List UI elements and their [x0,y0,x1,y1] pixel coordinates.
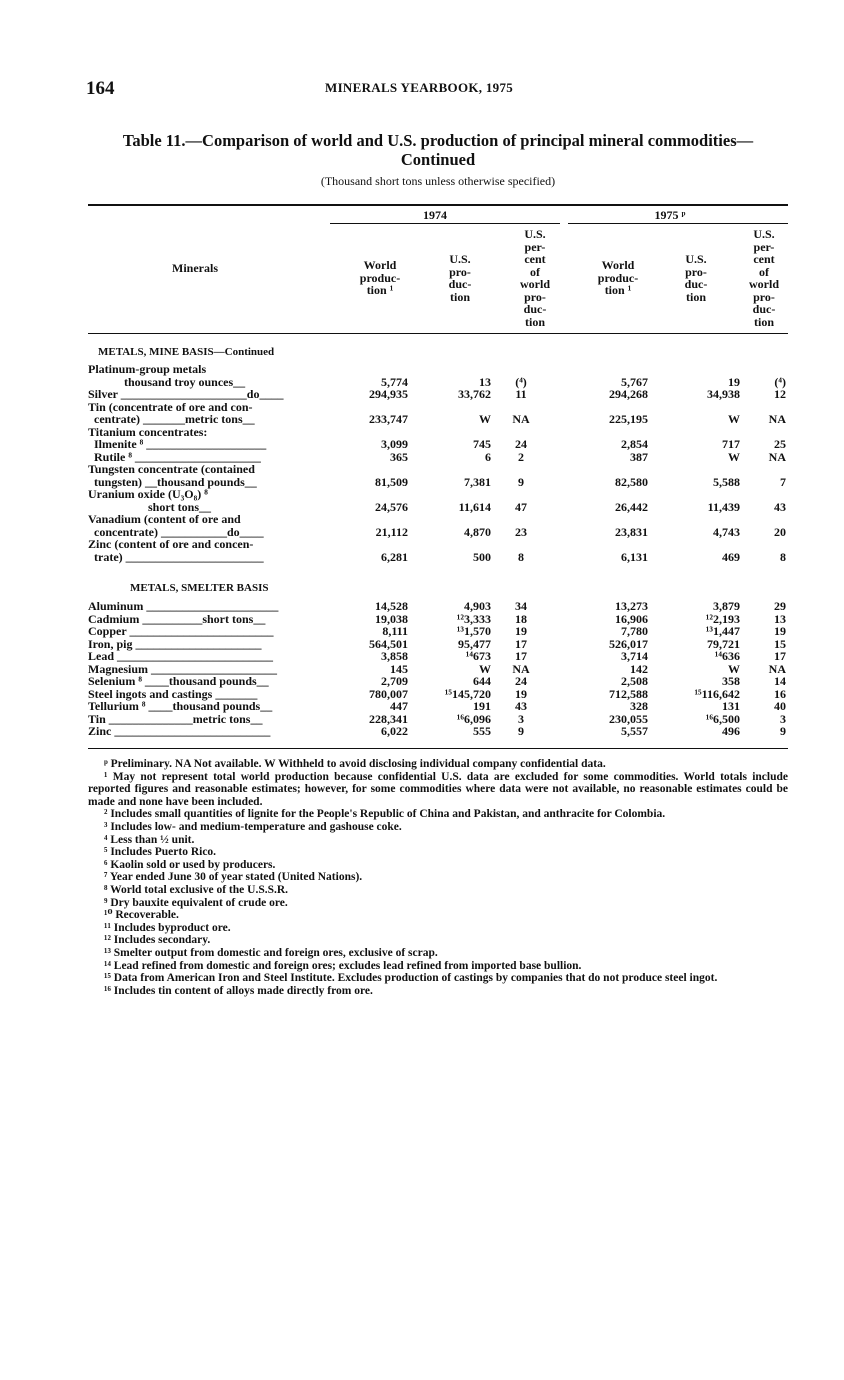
cell-value: 496 [722,724,740,738]
footnote: ⁴ Less than ½ unit. [104,833,195,846]
cell-value: W [728,412,740,426]
cell-value: 564,501 [369,636,408,651]
cell-value: 3,858 [381,649,408,663]
cell-value: 6,281 [381,549,408,564]
cell-value: 13 [774,611,786,626]
cell-value: 2,709 [381,674,408,688]
cell-value: 14 [774,674,786,688]
cell-value: 3,714 [621,649,648,663]
year1-rule [330,223,560,224]
cell-value: 2,854 [621,437,648,451]
cell-value: 40 [774,699,786,713]
cell-value: 19,038 [375,611,408,626]
cell-value: 9 [518,724,524,738]
cell-value: 5,588 [713,474,740,489]
cell-value: 82,580 [615,474,648,489]
row-label: Platinum-group metals thousand troy ounces__ [88,362,246,389]
row-label: Uranium oxide (U₃O₈) ⁸ short tons__ [88,487,212,514]
row-label: Iron, pig _____________________ [88,636,262,651]
footnote: ¹⁶ Includes tin content of alloys made directly from ore. [104,984,373,997]
running-head: MINERALS YEARBOOK, 1975 [325,80,514,95]
header-us-1974: U.S. pro- duc- tion [448,252,472,304]
cell-value: 34 [515,599,527,613]
cell-value: 3 [518,711,524,726]
cell-value: 8 [518,549,524,564]
cell-value: W [728,661,740,676]
cell-value: NA [768,661,786,676]
cell-value: 447 [390,699,408,713]
header-pct-1975: U.S. per- cent of world pro- duc- tion [749,227,779,329]
cell-value: 19 [515,624,527,638]
cell-value: ¹³1,447 [705,624,740,638]
footnote: ¹¹ Includes byproduct ore. [104,921,231,934]
cell-value: 294,268 [609,387,648,401]
row-label: Silver _____________________do____ [88,387,284,401]
row-label: Selenium ⁸ ____thousand pounds__ [88,674,269,688]
cell-value: 500 [473,549,491,564]
cell-value: 8 [780,549,786,564]
cell-value: 79,721 [707,636,740,651]
footnote: ³ Includes low- and medium-temperature and gashouse coke. [104,820,402,833]
cell-value: 2 [518,449,524,464]
cell-value: 5,774 [381,374,408,389]
cell-value: 3 [780,711,786,726]
cell-value: 24,576 [375,499,408,514]
footnote: ⁵ Includes Puerto Rico. [104,846,217,859]
cell-value: ¹³1,570 [456,624,491,638]
cell-value: NA [512,661,530,676]
cell-value: 7,780 [621,624,648,638]
cell-value: 358 [722,674,740,688]
cell-value: 20 [774,524,786,539]
cell-value: 11,614 [458,499,491,514]
cell-value: 12 [774,387,786,401]
cell-value: 33,762 [458,387,491,401]
footnote: ¹⁰ Recoverable. [104,909,179,922]
table-title [88,131,788,169]
cell-value: 11,439 [707,499,740,514]
table-top-rule [88,204,788,206]
cell-value: 21,112 [375,524,408,539]
cell-value: 3,879 [713,599,740,613]
row-label: Titanium concentrates: [88,424,208,439]
cell-value: 81,509 [375,474,408,489]
cell-value: 23,831 [615,524,648,539]
cell-value: 8,111 [382,624,408,638]
cell-value: 233,747 [369,412,408,426]
cell-value: 717 [722,437,740,451]
row-label: Steel ingots and castings _______ [88,686,258,701]
row-label: Lead __________________________ [88,649,274,663]
row-label: Aluminum ______________________ [88,599,279,613]
cell-value: 228,341 [369,711,408,726]
cell-value: ¹⁶6,096 [456,711,491,726]
cell-value: 9 [518,474,524,489]
cell-value: 131 [722,699,740,713]
section-mine-basis: METALS, MINE BASIS—Continued [98,346,275,358]
row-label: Tin (concentrate of ore and con- centrate) _______metric tons__ [88,399,255,426]
cell-value: 16,906 [615,611,648,626]
cell-value: ¹⁵145,720 [444,686,491,701]
header-pct-1974: U.S. per- cent of world pro- duc- tion [520,227,550,329]
cell-value: 13,273 [615,599,648,613]
cell-value: 145 [390,661,408,676]
row-label: Zinc (content of ore and concen- trate) _______________________ [88,537,264,564]
cell-value: 18 [515,611,527,626]
cell-value: 17 [774,649,786,663]
cell-value: ¹²3,333 [456,611,491,626]
cell-value: 14,528 [375,599,408,613]
cell-value: 17 [515,636,527,651]
cell-value: 19 [515,686,527,701]
header-world-1974: World produc- tion ¹ [359,258,401,297]
cell-value: 29 [774,599,786,613]
row-label: Magnesium _____________________ [88,661,277,676]
cell-value: W [479,412,491,426]
cell-value: NA [512,412,530,426]
year2-rule [568,223,788,224]
cell-value: 712,588 [609,686,648,701]
cell-value: 17 [515,649,527,663]
footnote: ¹³ Smelter output from domestic and foreign ores, exclusive of scrap. [104,946,438,959]
cell-value: 25 [774,437,786,451]
header-bottom-rule [88,333,788,334]
cell-value: 3,099 [381,437,408,451]
footnote: ⁷ Year ended June 30 of year stated (United Nations). [104,871,363,884]
cell-value: 16 [774,686,786,701]
cell-value: 23 [515,524,527,539]
cell-value: 745 [473,437,491,451]
cell-value: 43 [515,699,527,713]
row-label: Ilmenite ⁸ ____________________ [88,437,267,451]
row-label: Tin ______________metric tons__ [88,711,263,726]
cell-value: 6,131 [621,549,648,564]
cell-value: (⁴) [774,374,786,389]
cell-value: ¹⁵116,642 [694,686,740,701]
cell-value: 2,508 [621,674,648,688]
header-year-1974: 1974 [423,208,447,222]
cell-value: ¹²2,193 [705,611,740,626]
cell-value: 526,017 [609,636,648,651]
footnote: ² Includes small quantities of lignite for the People's Republic of China and Pakistan, and anthracite for Colombia. [104,808,666,821]
cell-value: W [728,449,740,464]
footnote: ᵖ Preliminary. NA Not available. W Withheld to avoid disclosing individual company confidential data. [104,758,606,770]
header-world-1975: World produc- tion ¹ [597,258,639,297]
footnotes [88,758,788,997]
cell-value: 15 [774,636,786,651]
cell-value: 19 [774,624,786,638]
cell-value: 26,442 [615,499,648,514]
cell-value: 230,055 [609,711,648,726]
cell-value: 24 [515,437,527,451]
cell-value: 6,022 [381,724,408,738]
row-label: Zinc __________________________ [88,724,271,738]
cell-value: 24 [515,674,527,688]
cell-value: 95,477 [458,636,491,651]
cell-value: 644 [473,674,491,688]
table-bottom-rule [88,748,788,749]
cell-value: 469 [722,549,740,564]
cell-value: 4,743 [713,524,740,539]
cell-value: ¹⁴636 [714,649,740,663]
row-label: Copper ________________________ [88,624,274,638]
cell-value: (⁴) [515,374,527,389]
cell-value: 7,381 [464,474,491,489]
footnote: ¹⁵ Data from American Iron and Steel Institute. Excludes production of castings by companies that do not produce steel ingot. [104,972,718,985]
row-label: Tellurium ⁸ ____thousand pounds__ [88,699,273,713]
cell-value: 34,938 [707,387,740,401]
row-label: Tungsten concentrate (contained tungsten) __thousand pounds__ [88,462,257,489]
footnote: ⁸ World total exclusive of the U.S.S.R. [104,883,289,896]
cell-value: 5,557 [621,724,648,738]
cell-value: NA [768,412,786,426]
page-number: 164 [86,78,115,99]
cell-value: 43 [774,499,786,514]
table-subtitle: (Thousand short tons unless otherwise specified) [320,174,556,188]
cell-value: NA [768,449,786,464]
cell-value: 328 [630,699,648,713]
footnote: ⁹ Dry bauxite equivalent of crude ore. [104,896,288,909]
cell-value: 9 [780,724,786,738]
cell-value: 47 [515,499,527,514]
footnote: ⁶ Kaolin sold or used by producers. [104,858,276,871]
cell-value: 191 [473,699,491,713]
footnote: ¹² Includes secondary. [104,934,211,947]
cell-value: ¹⁴673 [465,649,491,663]
row-label: Rutile ⁸ _____________________ [88,449,261,464]
cell-value: 4,870 [464,524,491,539]
cell-value: 6 [485,449,491,464]
header-us-1975: U.S. pro- duc- tion [684,252,708,304]
cell-value: 11 [515,387,527,401]
footnote: ¹ May not represent total world production because confidential U.S. data are excluded for some commodities. World totals include reported figures and reasonable estimates; however, for some commodities where data were not available, no reasonable estimates could be made and none have been included. [88,770,788,808]
row-label: Vanadium (content of ore and concentrate) ___________do____ [88,512,264,539]
header-year-1975: 1975 ᵖ [654,208,686,222]
header-minerals: Minerals [172,261,218,275]
table-title-line1: Table 11.—Comparison of world and U.S. production of principal mineral commodities— [122,131,754,150]
cell-value: W [479,661,491,676]
footnote: ¹⁴ Lead refined from domestic and foreign ores; excludes lead refined from imported base bullion. [104,959,582,972]
cell-value: 7 [780,474,786,489]
cell-value: 19 [728,374,740,389]
cell-value: ¹⁶6,500 [705,711,740,726]
cell-value: 365 [390,449,408,464]
table-title-line2: Continued [400,150,476,169]
cell-value: 294,935 [369,387,408,401]
cell-value: 4,903 [464,599,491,613]
cell-value: 225,195 [609,412,648,426]
cell-value: 142 [630,661,648,676]
cell-value: 5,767 [621,374,648,389]
section-smelter-basis: METALS, SMELTER BASIS [130,582,269,594]
cell-value: 780,007 [369,686,408,701]
cell-value: 387 [630,449,648,464]
cell-value: 555 [473,724,491,738]
row-label: Cadmium __________short tons__ [88,611,266,626]
cell-value: 13 [479,374,491,389]
